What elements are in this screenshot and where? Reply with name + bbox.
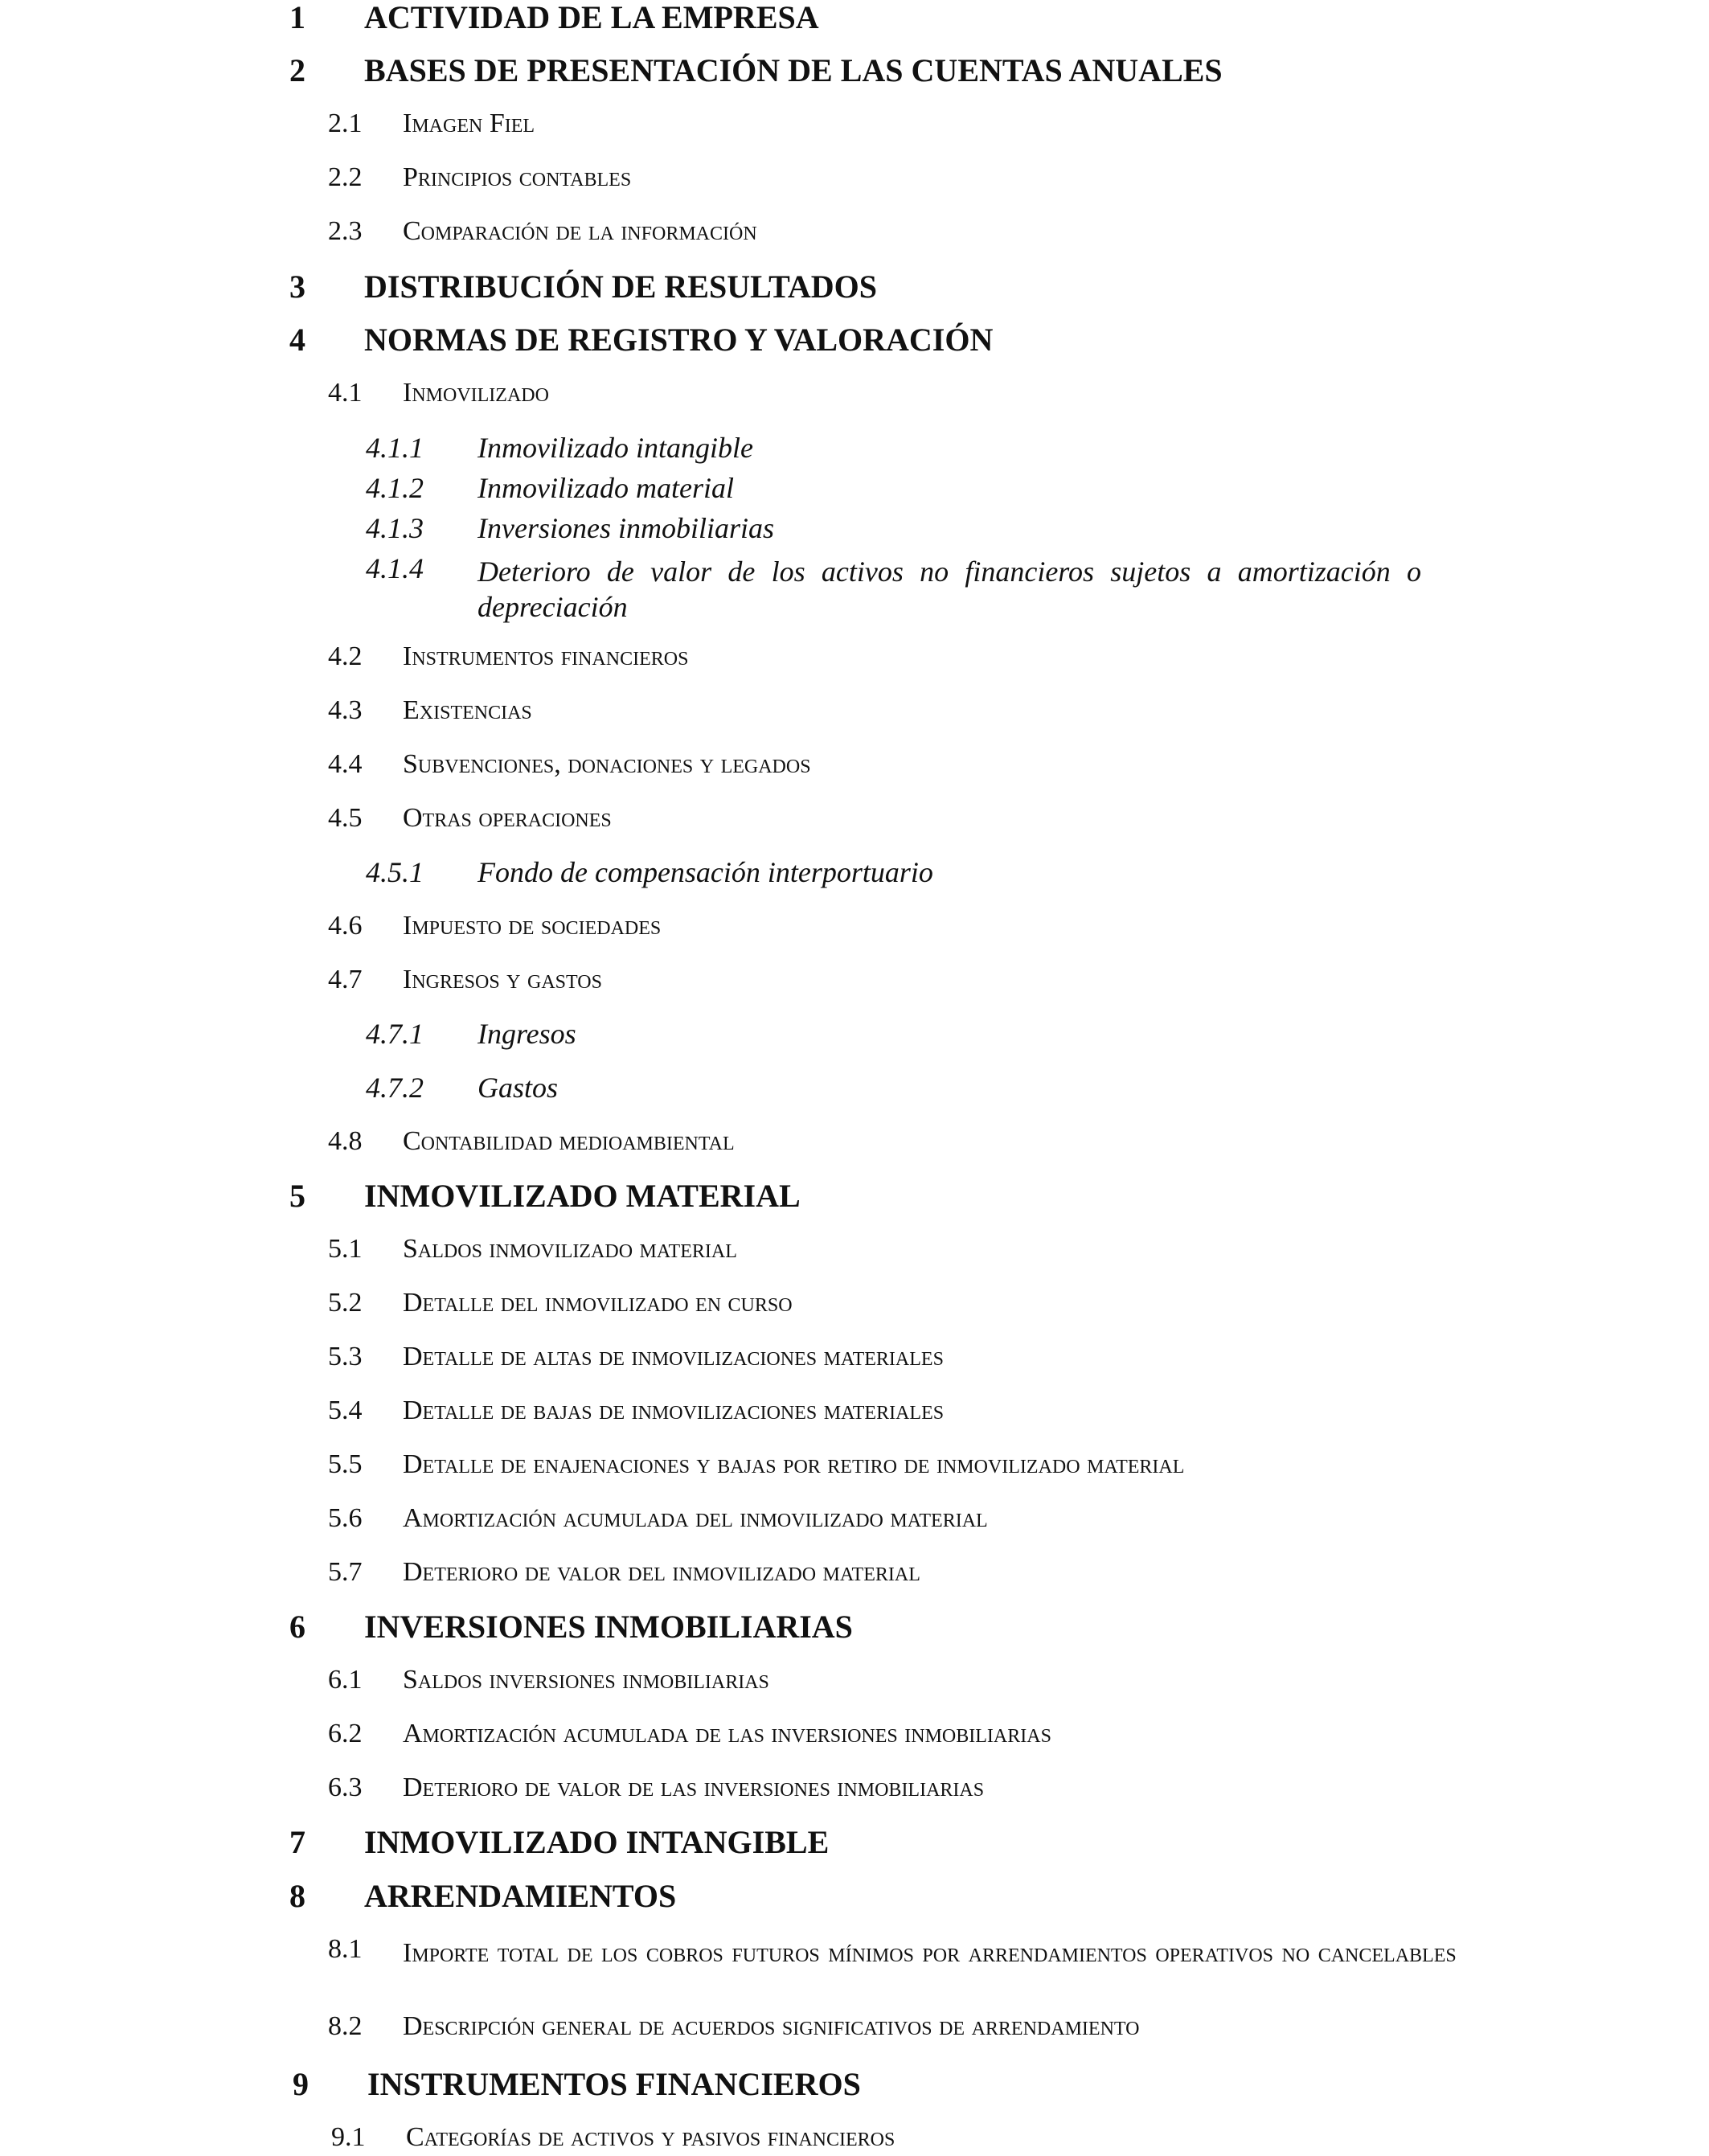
toc-entry-title: BASES DE PRESENTACIÓN DE LAS CUENTAS ANUALES <box>364 52 1223 88</box>
toc-entry-title: INMOVILIZADO MATERIAL <box>364 1178 801 1214</box>
toc-entry-number: 7 <box>289 1824 305 1860</box>
toc-entry-number: 4.7.2 <box>366 1072 424 1104</box>
toc-entry-number: 2 <box>289 52 305 88</box>
toc-entry-number: 4.1.3 <box>366 512 424 544</box>
toc-entry-title: DISTRIBUCIÓN DE RESULTADOS <box>364 268 877 305</box>
toc-entry-title: Detalle de altas de inmovilizaciones materiales <box>403 1342 944 1371</box>
toc-entry-number: 9 <box>293 2066 309 2102</box>
toc-entry-number: 1 <box>289 0 305 35</box>
toc-entry-title: Saldos inmovilizado material <box>403 1234 737 1264</box>
toc-entry-number: 4 <box>289 322 305 358</box>
toc-entry-number: 2.3 <box>328 216 363 246</box>
toc-entry-title: Detalle de enajenaciones y bajas por retiro de inmovilizado material <box>403 1449 1185 1479</box>
toc-entry-title: Gastos <box>477 1072 559 1104</box>
toc-entry-title: Deterioro de valor de los activos no financieros sujetos a amortización o depreciación <box>477 555 1421 623</box>
toc-entry-number: 8.1 <box>328 1934 363 1964</box>
toc-entry-title: Subvenciones, donaciones y legados <box>403 749 811 779</box>
toc-entry-number: 2.2 <box>328 162 363 192</box>
toc-entry-title: Detalle del inmovilizado en curso <box>403 1288 793 1318</box>
toc-entry-number: 4.1.2 <box>366 472 424 504</box>
toc-entry-title: Categorías de activos y pasivos financieros <box>406 2122 895 2152</box>
toc-entry-title: Otras operaciones <box>403 803 612 833</box>
toc-entry-number: 3 <box>289 268 305 305</box>
toc-entry-number: 4.2 <box>328 641 363 671</box>
toc-entry-title: Fondo de compensación interportuario <box>477 856 933 888</box>
toc-entry-title: Deterioro de valor del inmovilizado material <box>403 1557 920 1587</box>
toc-entry-title: Principios contables <box>403 162 632 192</box>
toc-entry-title: ARRENDAMIENTOS <box>364 1878 677 1914</box>
toc-entry-title: Existencias <box>403 695 532 725</box>
toc-entry-title: Detalle de bajas de inmovilizaciones materiales <box>403 1396 945 1425</box>
toc-entry-number: 4.3 <box>328 695 363 725</box>
toc-entry-number: 4.5.1 <box>366 856 424 888</box>
toc-entry-number: 5.5 <box>328 1449 363 1479</box>
toc-entry-number: 5.4 <box>328 1396 363 1425</box>
toc-entry-number: 6.3 <box>328 1773 363 1802</box>
toc-entry-number: 4.6 <box>328 911 363 941</box>
toc-entry-number: 4.4 <box>328 749 363 779</box>
toc-entry-title: Comparación de la información <box>403 216 757 246</box>
toc-entry-number: 4.5 <box>328 803 363 833</box>
toc-entry-number: 5.6 <box>328 1503 363 1533</box>
toc-entry-number: 6 <box>289 1609 305 1645</box>
toc-entry-title: Imagen Fiel <box>403 109 535 138</box>
toc-entry-number: 5.7 <box>328 1557 363 1587</box>
toc-entry-title: Descripción general de acuerdos significativos de arrendamiento <box>403 2011 1140 2041</box>
toc-entry-number: 4.1.4 <box>366 552 424 584</box>
toc-entry-title: NORMAS DE REGISTRO Y VALORACIÓN <box>364 322 994 358</box>
toc-entry-number: 5 <box>289 1178 305 1214</box>
toc-entry-number: 4.1.1 <box>366 432 424 464</box>
toc-entry-number: 4.7 <box>328 965 363 994</box>
toc-entry-title: Inversiones inmobiliarias <box>477 512 774 544</box>
toc-entry-title: INMOVILIZADO INTANGIBLE <box>364 1824 830 1860</box>
toc-entry-title: Inmovilizado material <box>477 472 734 504</box>
toc-entry-number: 5.2 <box>328 1288 363 1318</box>
toc-entry-title: Saldos inversiones inmobiliarias <box>403 1665 769 1695</box>
toc-entry-title: Ingresos y gastos <box>403 965 602 994</box>
toc-entry-number: 4.7.1 <box>366 1018 424 1050</box>
toc-entry-title: Instrumentos financieros <box>403 641 689 671</box>
toc-entry-number: 4.8 <box>328 1126 363 1156</box>
toc-entry-number: 5.3 <box>328 1342 363 1371</box>
toc-entry-title: ACTIVIDAD DE LA EMPRESA <box>364 0 819 35</box>
toc-entry-title: Deterioro de valor de las inversiones inmobiliarias <box>403 1773 985 1802</box>
toc-entry-title: Importe total de los cobros futuros mínimos por arrendamientos operativos no cancelables <box>403 1938 1457 1968</box>
toc-entry-title: Amortización acumulada del inmovilizado material <box>403 1503 988 1533</box>
toc-entry-number: 2.1 <box>328 109 363 138</box>
toc-entry-number: 9.1 <box>331 2122 366 2152</box>
toc-entry-title: Inmovilizado <box>403 378 549 408</box>
toc-entry-number: 4.1 <box>328 378 363 408</box>
toc-entry-title: INVERSIONES INMOBILIARIAS <box>364 1609 853 1645</box>
toc-entry-title: INSTRUMENTOS FINANCIEROS <box>367 2066 861 2102</box>
toc-entry-number: 8.2 <box>328 2011 363 2041</box>
toc-entry-title: Amortización acumulada de las inversiones inmobiliarias <box>403 1719 1051 1748</box>
toc-entry-title: Impuesto de sociedades <box>403 911 662 941</box>
toc-entry-number: 8 <box>289 1878 305 1914</box>
toc-entry-title: Inmovilizado intangible <box>477 432 753 464</box>
toc-entry-title: Contabilidad medioambiental <box>403 1126 735 1156</box>
toc-entry-title: Ingresos <box>477 1018 576 1050</box>
toc-entry-number: 6.1 <box>328 1665 363 1695</box>
toc-entry-number: 5.1 <box>328 1234 363 1264</box>
toc-entry-number: 6.2 <box>328 1719 363 1748</box>
